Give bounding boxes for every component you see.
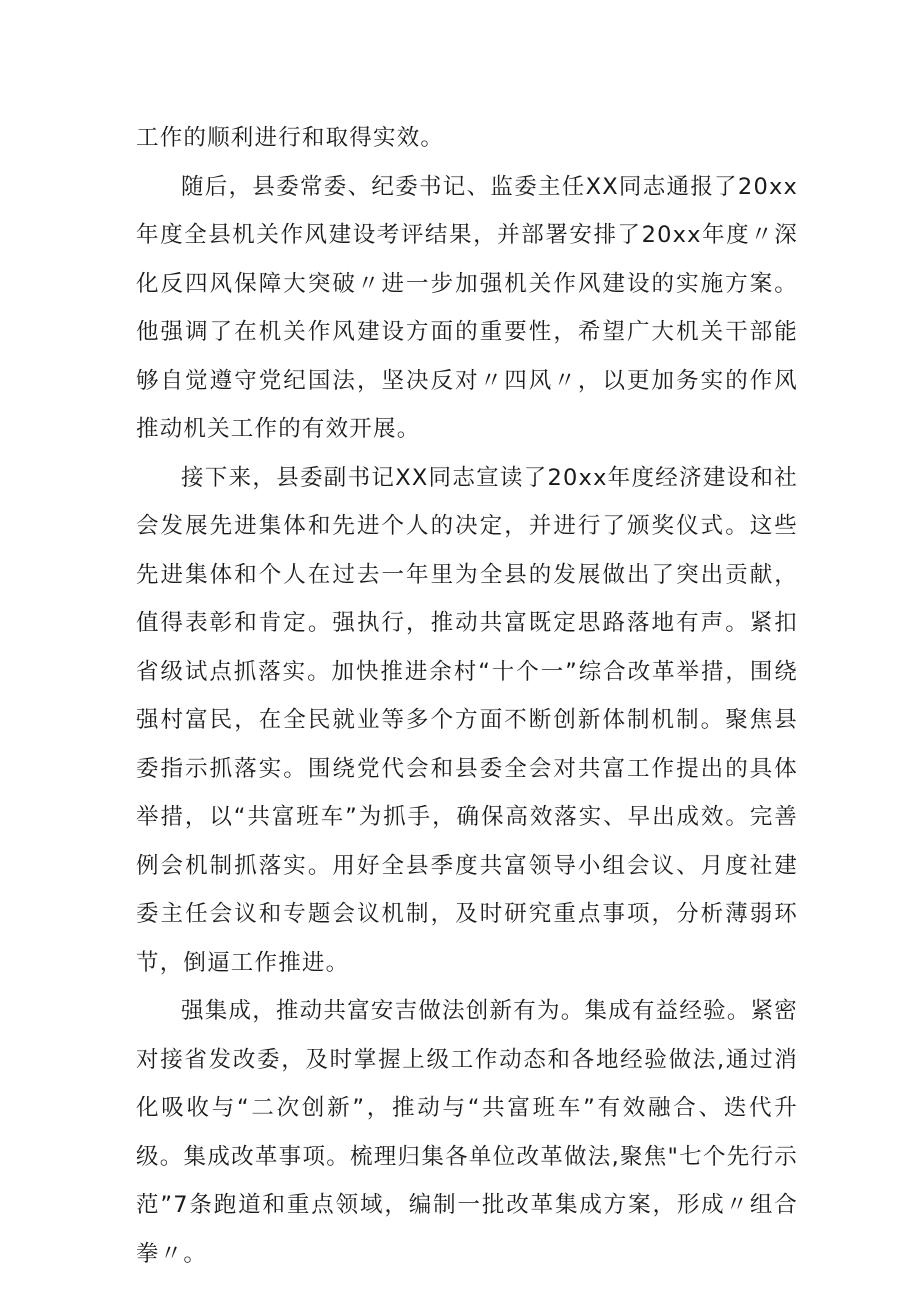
paragraph-continuation: 工作的顺利进行和取得实效。 — [136, 125, 445, 151]
paragraph-commendation-and-execution: 接下来，县委副书记XX同志宣读了20xx年度经济建设和社会发展先进集体和先进个人的决定，并进行了颁奖仪式。这些先进集体和个人在过去一年里为全县的发展做出了突出贡献，值得表彰和肯定。强执行，推动共富既定思路落地有声。紧扣省级试点抓落实。加快推进余村“十个一”综合改革举措，围绕强村富民，在全民就业等多个方面不断创新体制机制。聚焦县委指示抓落实。围绕党代会和县委全会对共富工作提出的具体举措，以“共富班车”为抓手，确保高效落实、早出成效。完善例会机制抓落实。用好全县季度共富领导小组会议、月度社建委主任会议和专题会议机制，及时研究重点事项，分析薄弱环节，倒逼工作推进。 — [136, 464, 798, 976]
document-body — [136, 114, 798, 1278]
paragraph-integration: 强集成，推动共富安吉做法创新有为。集成有益经验。紧密对接省发改委，及时掌握上级工作动态和各地经验做法,通过消化吸收与“二次创新”，推动与“共富班车”有效融合、迭代升级。集成改革事项。梳理归集各单位改革做法,聚焦"七个先行示范”7条跑道和重点领域，编制一批改革集成方案，形成〃组合拳〃。 — [136, 998, 798, 1267]
paragraph-work-style-report: 随后，县委常委、纪委书记、监委主任XX同志通报了20xx年度全县机关作风建设考评结果，并部署安排了20xx年度〃深化反四风保障大突破〃进一步加强机关作风建设的实施方案。他强调了在机关作风建设方面的重要性，希望广大机关干部能够自觉遵守党纪国法，坚决反对〃四风〃，以更加务实的作风推动机关工作的有效开展。 — [136, 173, 798, 442]
